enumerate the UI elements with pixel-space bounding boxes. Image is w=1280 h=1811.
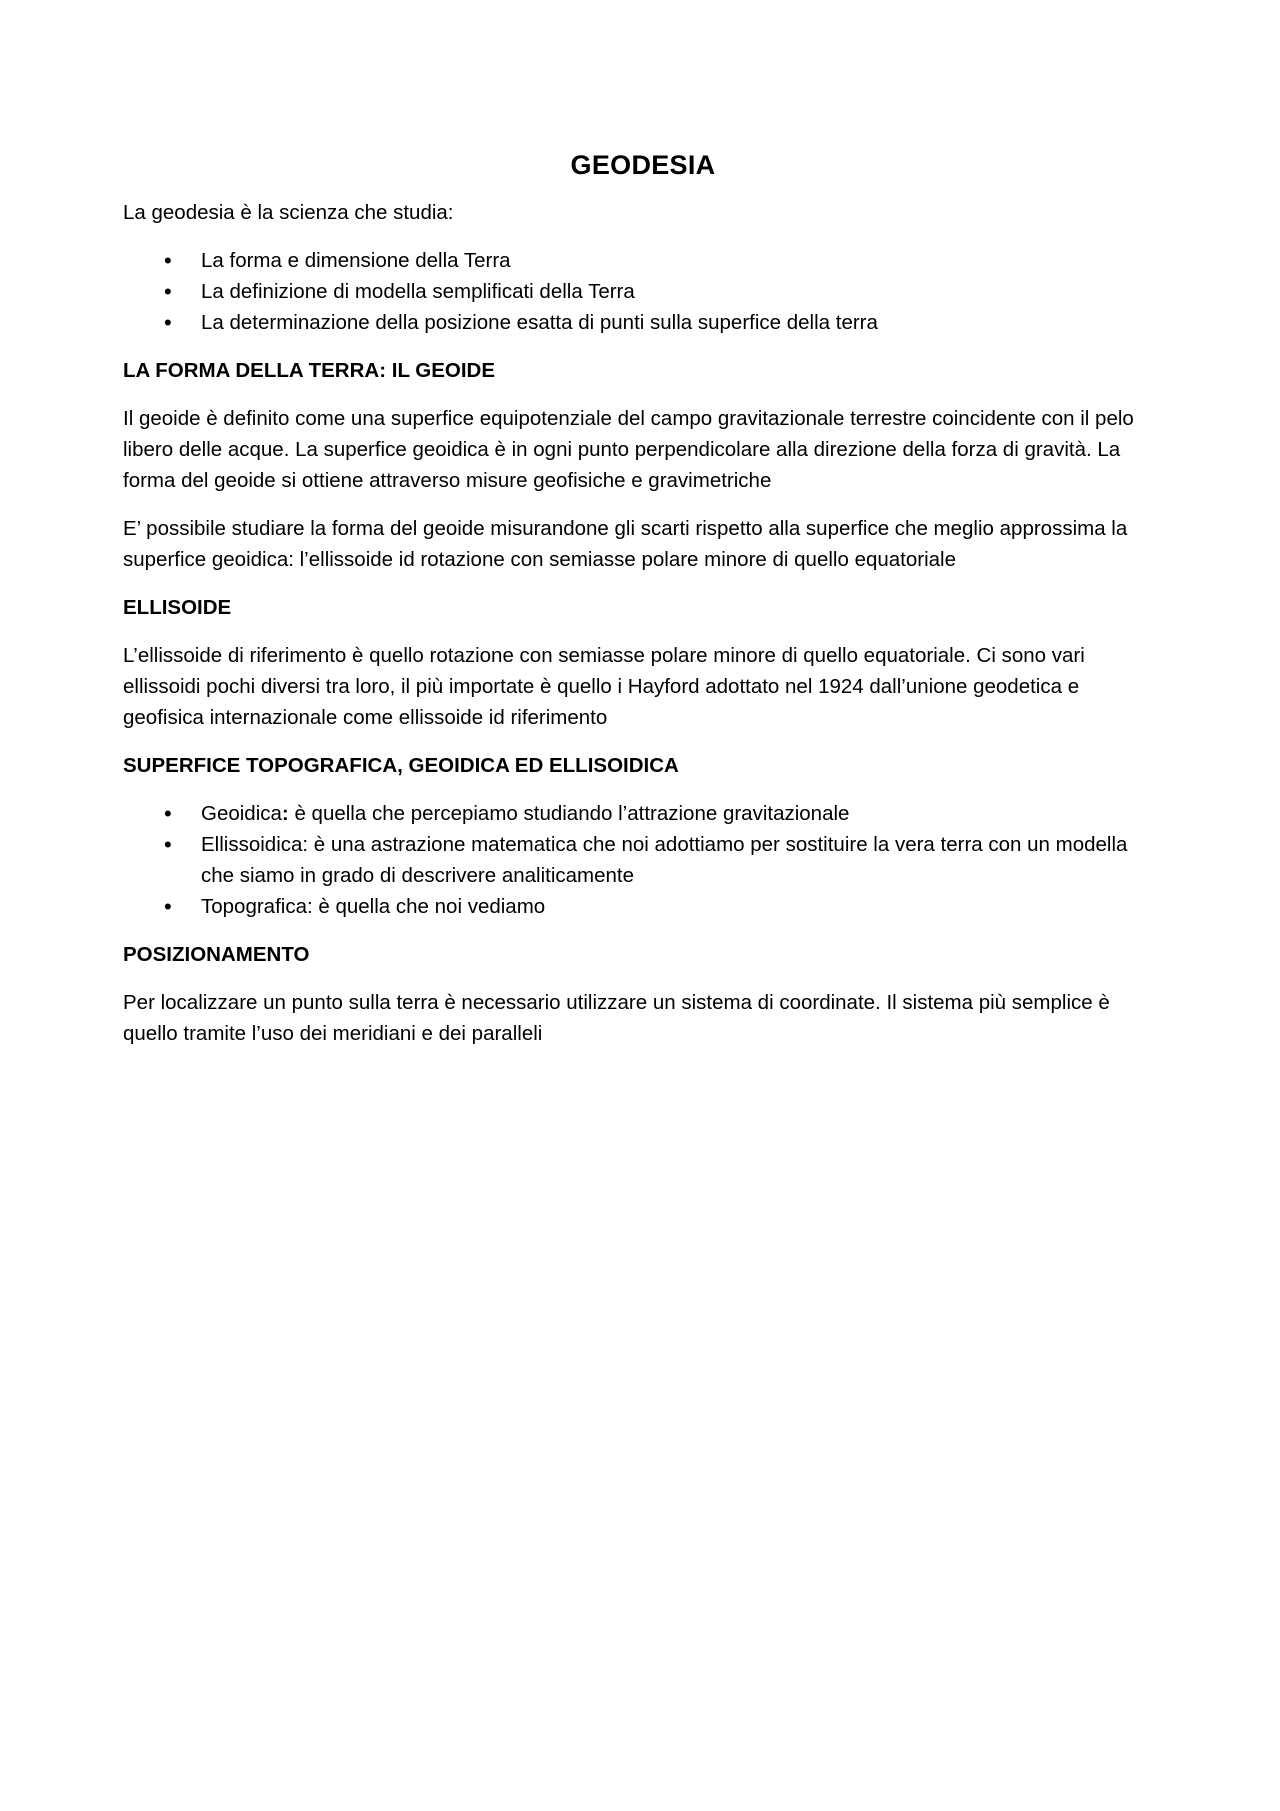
ellisoide-paragraph: L’ellissoide di riferimento è quello rotazione con semiasse polare minore di quello equatoriale. Ci sono vari ellissoidi pochi diversi tra loro, il più importate è quello i Hayford adottato nel 1924 dall’unione geodetica e geofisica internazionale come ellissoide id riferimento [123,644,1085,729]
list-item-separator: : [281,802,289,825]
posizionamento-paragraph: Per localizzare un punto sulla terra è necessario utilizzare un sistema di coordinate. Il sistema più semplice è quello tramite l’uso dei meridiani e dei paralleli [123,991,1110,1045]
section-heading-posizionamento: POSIZIONAMENTO [123,943,310,966]
list-item [123,798,1163,829]
bullet-icon: • [164,894,172,919]
list-item-text: La forma e dimensione della Terra [201,249,511,272]
section-heading-superfice: SUPERFICE TOPOGRAFICA, GEOIDICA ED ELLISOIDICA [123,754,679,777]
list-item [123,891,1163,922]
bullet-icon: • [164,801,172,826]
bullet-icon: • [164,248,172,273]
document-page [123,150,1163,1066]
list-item [123,829,1163,891]
list-item-text: è quella che percepiamo studiando l’attrazione gravitazionale [288,802,850,825]
list-item-text: La definizione di modella semplificati della Terra [201,280,635,303]
bullet-icon: • [164,279,172,304]
list-item-text: è una astrazione matematica che noi adottiamo per sostituire la vera terra con un modella che siamo in grado di descrivere analiticamente [201,833,1128,887]
intro-paragraph: La geodesia è la scienza che studia: [123,201,454,224]
list-item-text: è quella che noi vediamo [312,895,546,918]
list-item [123,245,1163,276]
bullet-icon: • [164,310,172,335]
list-item-separator: : [306,895,313,918]
list-item [123,307,1163,338]
list-item [123,276,1163,307]
list-item-term: Ellissoidica [201,833,303,856]
geoide-paragraph-2: E’ possibile studiare la forma del geoide misurandone gli scarti rispetto alla superfice che meglio approssima la superfice geoidica: l’ellissoide id rotazione con semiasse polare minore di quello equatoriale [123,517,1128,571]
list-item-term: Topografica [201,895,307,918]
bullet-icon: • [164,832,172,857]
geoide-paragraph-1: Il geoide è definito come una superfice equipotenziale del campo gravitazionale terrestre coincidente con il pelo libero delle acque. La superfice geoidica è in ogni punto perpendicolare alla direzione della forza di gravità. La forma del geoide si ottiene attraverso misure geofisiche e gravimetriche [123,407,1134,492]
list-item-term: Geoidica [201,802,282,825]
intro-list [123,245,1163,338]
list-item-separator: : [302,833,309,856]
superfice-list [123,798,1163,922]
section-heading-ellisoide: ELLISOIDE [123,596,232,619]
section-heading-geoide: LA FORMA DELLA TERRA: IL GEOIDE [123,359,496,382]
list-item-text: La determinazione della posizione esatta di punti sulla superfice della terra [201,311,878,334]
document-title: GEODESIA [570,150,716,180]
